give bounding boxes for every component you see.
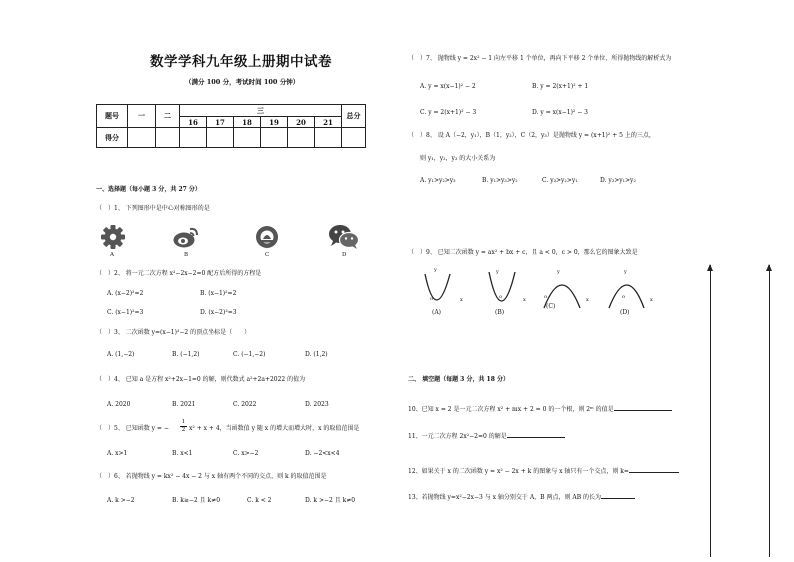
fold-arrow-right — [769, 265, 770, 557]
q2-option-b: B. (x−1)²=2 — [200, 290, 237, 297]
score-cell — [156, 128, 180, 148]
score-cell — [342, 128, 366, 148]
q6-stem: （ ）6、 若抛物线 y = kx² − 4x − 2 与 x 轴有两个不同的交点，则 k 的取值范围是 — [96, 473, 327, 480]
q9-graph-c-x: x — [586, 297, 589, 303]
q5-stem-pre: （ ）5、 已知函数 y = − — [96, 425, 169, 432]
q1-label-d: D — [342, 252, 347, 258]
q9-graph-a — [420, 268, 464, 312]
score-table-label-title: 题号 — [97, 105, 128, 128]
q12-text: 12、如果关于 x 的二次函数 y = x² − 2x + k 的图象与 x 轴只有一个交点，则 k= — [408, 468, 629, 475]
q5-fraction-denominator: 2 — [181, 427, 186, 433]
q5-option-d: D. −2<x<4 — [305, 450, 340, 457]
score-table-sub-col: 18 — [234, 117, 261, 128]
q4-option-a: A. 2020 — [107, 401, 131, 408]
score-cell — [315, 128, 342, 148]
q9-graph-b-y: y — [496, 269, 499, 275]
q6-option-a: A. k >−2 — [107, 497, 135, 504]
q2-option-c: C. (x−1)²=3 — [107, 309, 144, 316]
q5-stem-post: x² + x + 4，当函数值 y 随 x 的增大而增大时，x 的取值范围是 — [189, 425, 360, 432]
q8-stem-2: 则 y₁，y₂，y₃ 的大小关系为 — [420, 155, 496, 162]
q4-option-b: B. 2021 — [172, 401, 196, 408]
q9-graph-c-label: (C) — [546, 303, 556, 310]
q7-option-b: B. y = 2(x+1)² + 1 — [532, 83, 589, 90]
q9-graph-d — [606, 272, 652, 312]
q6-option-d: D. k >−2 且 k≠0 — [305, 497, 356, 504]
bell-logo-icon — [254, 224, 280, 250]
score-table-col-one: 一 — [128, 105, 156, 128]
q9-graph-a-origin: o — [430, 296, 434, 302]
q3-option-d: D. (1,2) — [305, 351, 328, 358]
q5-fraction — [180, 419, 187, 434]
score-cell — [261, 128, 288, 148]
q9-graph-a-label: (A) — [432, 309, 442, 316]
score-table-label-score: 得分 — [97, 128, 128, 148]
score-cell — [288, 128, 315, 148]
score-table-sub-col: 21 — [315, 117, 342, 128]
q12-stem — [408, 468, 679, 476]
score-table-sub-col: 16 — [180, 117, 207, 128]
q9-graph-a-y: y — [434, 267, 437, 273]
q8-stem: （ ）8、 设 A（−2，y₁），B（1，y₂），C（2，y₃）是抛物线 y = (x+1)² + 5 上的三点， — [408, 132, 655, 139]
score-table-sub-col: 17 — [207, 117, 234, 128]
q1-label-b: B — [184, 252, 189, 258]
score-cell — [180, 128, 207, 148]
score-cell — [234, 128, 261, 148]
q1-stem: （ ）1、 下列图形中是中心对称图形的是 — [96, 205, 210, 212]
q7-stem: （ ）7、 抛物线 y = 2x² − 1 向左平移 1 个单位，再向下平移 2 个单位，所得抛物线的解析式为 — [408, 55, 672, 62]
q3-stem: （ ）3、 二次函数 y=(x−1)²−2 的顶点坐标是（ ） — [96, 329, 251, 336]
fold-arrow-left — [710, 265, 711, 557]
q9-graph-c-origin: o — [544, 294, 548, 300]
score-table-sub-col: 19 — [261, 117, 288, 128]
section2-heading: 二、 填空题（每题 3 分，共 18 分） — [408, 376, 509, 383]
q8-option-a: A. y₁>y₂>y₃ — [420, 177, 456, 184]
q10-text: 10、已知 x = 2 是一元二次方程 x² + mx + 2 = 0 的一个根，则 2ᵐ 的值是 — [408, 406, 614, 413]
score-table — [96, 104, 366, 148]
parabola-a — [425, 274, 450, 300]
score-table-total: 总分 — [342, 105, 366, 128]
q2-stem: （ ）2、 将一元二次方程 x²−2x−2=0 配方后所得的方程是 — [96, 270, 262, 277]
weibo-icon — [172, 225, 200, 249]
q3-option-a: A. (1,−2) — [107, 351, 135, 358]
q9-graph-d-label: (D) — [620, 309, 630, 316]
q9-graph-b-origin: o — [499, 294, 503, 300]
section1-heading: 一、选择题（每小题 3 分，共 27 分） — [96, 186, 201, 193]
score-cell — [207, 128, 234, 148]
q5-option-b: B. x<1 — [172, 450, 193, 457]
q13-stem — [408, 494, 635, 502]
q5-fraction-numerator: 1 — [181, 419, 186, 425]
q4-option-c: C. 2022 — [233, 401, 257, 408]
q11-answer-blank[interactable] — [507, 437, 565, 438]
q9-graph-a-x: x — [460, 297, 463, 303]
q2-option-d: D. (x−2)²=3 — [200, 309, 237, 316]
page-subtitle: （满分 100 分，考试时间 100 分钟） — [185, 78, 300, 86]
q9-graph-b — [483, 268, 527, 312]
q11-text: 11、一元二次方程 2x²−2=0 的解是 — [408, 433, 507, 440]
score-cell — [128, 128, 156, 148]
score-table-col-three: 三 — [180, 105, 342, 117]
q3-option-b: B. (−1,2) — [172, 351, 200, 358]
q9-stem: （ ）9、 已知二次函数 y = ax² + bx + c，且 a < 0，c > 0，那么它的图象大致是 — [408, 249, 638, 256]
q13-text: 13、若抛物线 y=x²−2x−3 与 x 轴分别交于 A，B 两点，则 AB 的长为 — [408, 494, 602, 501]
score-table-sub-col: 20 — [288, 117, 315, 128]
q9-graph-c-y: y — [557, 269, 560, 275]
q5-option-a: A. x>1 — [107, 450, 128, 457]
q9-graph-d-y: y — [624, 269, 627, 275]
q6-option-b: B. k≥−2 且 k≠0 — [172, 497, 221, 504]
q9-graph-b-x: x — [523, 297, 526, 303]
q1-label-a: A — [110, 252, 114, 258]
q4-option-d: D. 2023 — [305, 401, 329, 408]
parabola-d — [609, 285, 644, 308]
page-title: 数学学科九年级上册期中试卷 — [150, 54, 332, 70]
q9-graph-d-x: x — [650, 297, 653, 303]
q11-stem — [408, 433, 565, 441]
q10-stem — [408, 406, 672, 414]
q10-answer-blank[interactable] — [614, 410, 672, 411]
q3-option-c: C. (−1,−2) — [233, 351, 266, 358]
q12-answer-blank[interactable] — [629, 472, 679, 473]
gear-icon — [100, 224, 126, 250]
q1-label-c: C — [265, 252, 270, 258]
q4-stem: （ ）4、 已知 a 是方程 x²+2x−1=0 的解，则代数式 a²+2a+2022 的值为 — [96, 376, 306, 383]
q9-graph-d-origin: o — [622, 294, 626, 300]
wechat-icon — [328, 224, 360, 250]
score-table-col-two: 二 — [156, 105, 180, 128]
q8-option-d: D. y₃>y₁>y₂ — [600, 177, 636, 184]
q7-option-a: A. y = x(x−1)² − 2 — [420, 83, 476, 90]
q7-option-c: C. y = 2(x+1)² − 3 — [420, 109, 477, 116]
q8-option-c: C. y₃>y₂>y₁ — [542, 177, 578, 184]
q7-option-d: D. y = x(x−1)² − 3 — [532, 109, 589, 116]
q13-answer-blank[interactable] — [601, 498, 635, 499]
q8-option-b: B. y₁>y₃>y₂ — [482, 177, 518, 184]
q5-option-c: C. x>−2 — [233, 450, 259, 457]
q2-option-a: A. (x−2)²=2 — [107, 290, 144, 297]
q6-option-c: C. k < 2 — [247, 497, 272, 504]
q9-graph-b-label: (B) — [495, 309, 505, 316]
